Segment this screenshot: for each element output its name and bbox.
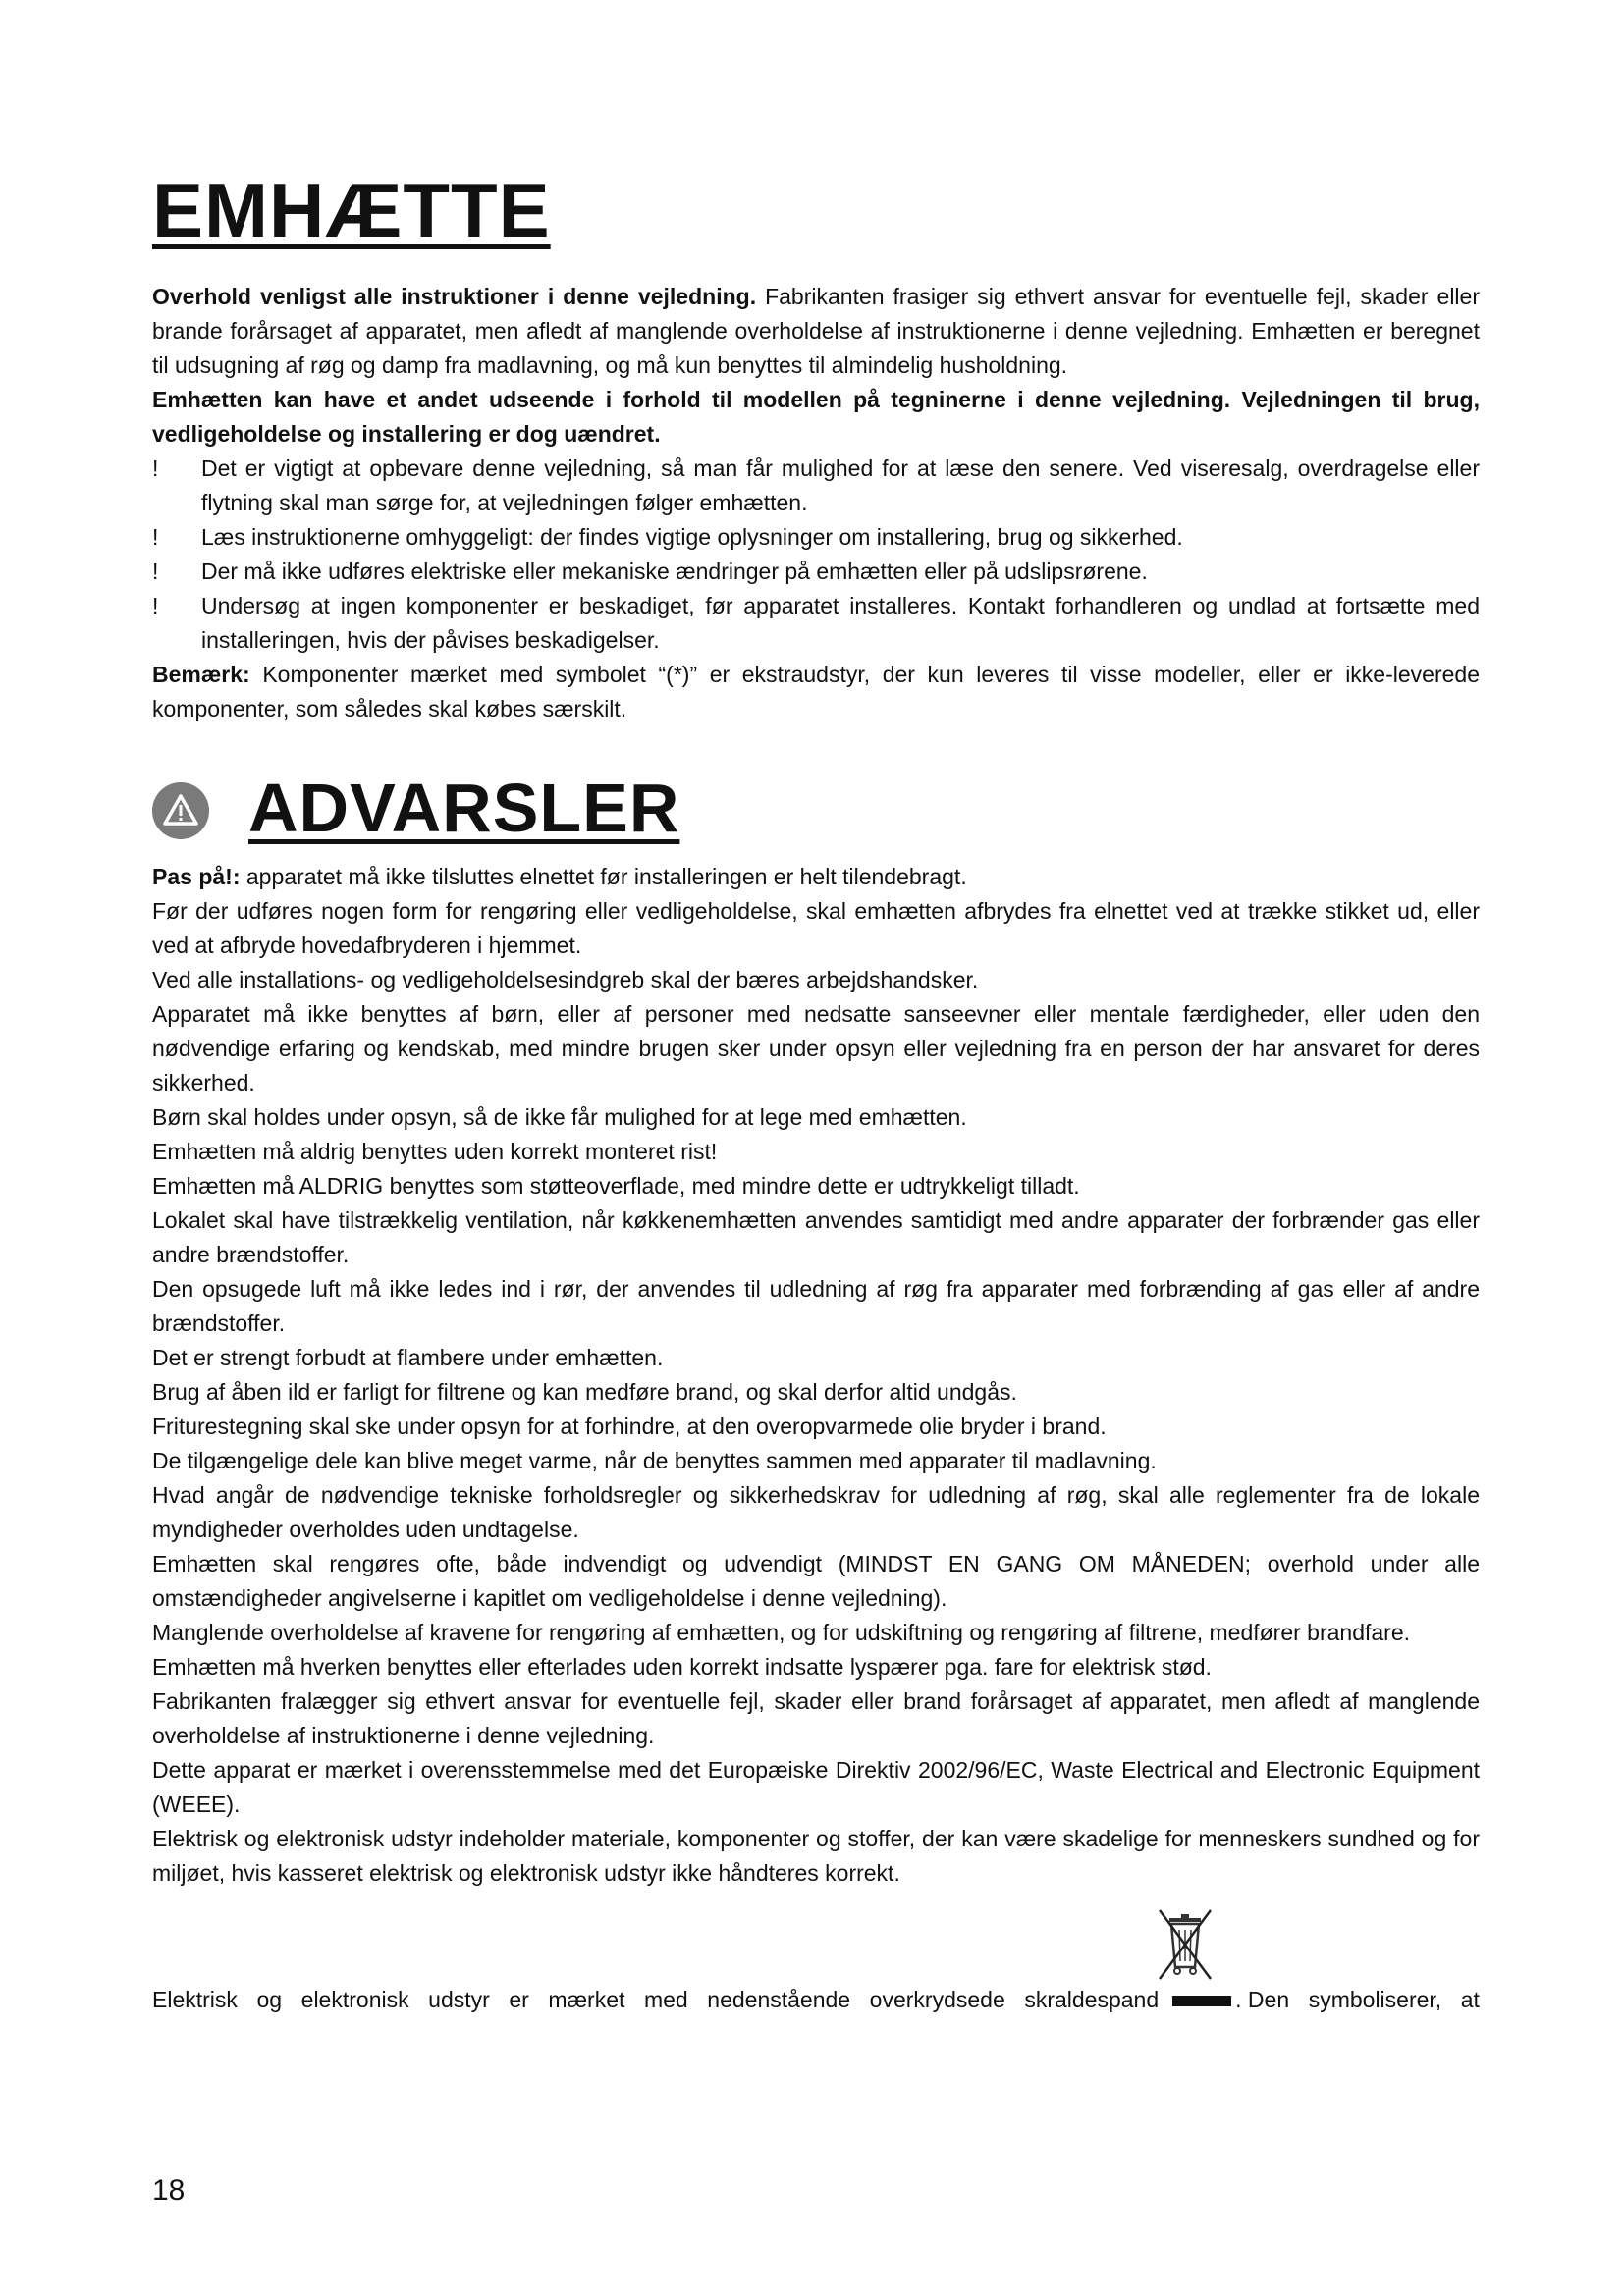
page-title: EMHÆTTE — [152, 167, 551, 253]
warning-paragraph: Emhætten må ALDRIG benyttes som støtteoverflade, med mindre dette er udtrykkeligt tilladt. — [152, 1173, 1080, 1199]
warning-paragraph: Brug af åben ild er farligt for filtrene og kan medføre brand, og skal derfor altid undgås. — [152, 1379, 1017, 1405]
warning-paragraph: Emhætten skal rengøres ofte, både indvendigt og udvendigt (MINDST EN GANG OM MÅNEDEN; overhold under alle omstændigheder angivelserne i kapitlet om vedligeholdelse i denne vejledning). — [152, 1551, 1480, 1611]
list-item-text: Der må ikke udføres elektriske eller mekaniske ændringer på emhætten eller på udslipsrørene. — [201, 559, 1148, 584]
list-item-text: Undersøg at ingen komponenter er beskadiget, før apparatet installeres. Kontakt forhandleren og undlad at fortsætte med installeringen, hvis der påvises beskadigelser. — [201, 593, 1480, 653]
warning-paragraph: Den opsugede luft må ikke ledes ind i rør, der anvendes til udledning af røg fra apparater med forbrænding af gas eller af andre brændstoffer. — [152, 1276, 1480, 1336]
intro-bold-lead: Overhold venligst alle instruktioner i denne vejledning. — [152, 284, 757, 309]
closing-line — [152, 1983, 1480, 2017]
note-label: Bemærk: — [152, 662, 250, 687]
word: og — [256, 1987, 283, 2012]
word: nedenstående — [707, 1987, 851, 2012]
warning-paragraph: Dette apparat er mærket i overensstemmelse med det Europæiske Direktiv 2002/96/EC, Waste Electrical and Electronic Equipment (WEEE). — [152, 1757, 1480, 1817]
word: med — [643, 1987, 688, 2012]
exclamation-marker: ! — [152, 593, 159, 618]
warning-paragraph: Lokalet skal have tilstrækkelig ventilation, når køkkenemhætten anvendes samtidigt med andre apparater der forbrænder gas eller andre brændstoffer. — [152, 1207, 1480, 1267]
word: mærket — [548, 1987, 625, 2012]
list-item-text: Det er vigtigt at opbevare denne vejledning, så man får mulighed for at læse den senere. Ved viseresalg, overdragelse eller flytning skal man sørge for, at vejledningen følger emhætten. — [201, 455, 1480, 515]
word: at — [1460, 1987, 1480, 2012]
intro-text: Fabrikanten frasiger sig ethvert ansvar for eventuelle fejl, skader eller brande forårsaget af apparatet, men afledt af manglende overholdelse af instruktionerne i denne vejledning. Emhætten er beregnet til udsugning af røg og damp fra madlavning, og må kun benyttes til almindelig husholdning. — [152, 284, 1480, 378]
list-item — [152, 452, 1480, 520]
word-with-bin-bar — [1024, 1983, 1289, 2017]
warning-paragraph: De tilgængelige dele kan blive meget varme, når de benyttes sammen med apparater til madlavning. — [152, 1448, 1157, 1473]
bin-underline-bar-icon — [1172, 1996, 1231, 2006]
warning-paragraph: Elektrisk og elektronisk udstyr indeholder materiale, komponenter og stoffer, der kan være skadelige for menneskers sundhed og for miljøet, hvis kasseret elektrisk og elektronisk udstyr ikke håndteres korrekt. — [152, 1826, 1480, 1886]
note-text: Komponenter mærket med symbolet “(*)” er ekstraudstyr, der kun leveres til visse modeller, eller er ikke-leverede komponenter, som således skal købes særskilt. — [152, 662, 1480, 721]
note-paragraph — [152, 658, 1480, 726]
list-item — [152, 589, 1480, 658]
word: skraldespand — [1024, 1987, 1160, 2012]
warning-paragraph: Friturestegning skal ske under opsyn for at forhindre, at den overopvarmede olie bryder i brand. — [152, 1414, 1107, 1439]
word: er — [509, 1987, 529, 2012]
list-item-text: Læs instruktionerne omhyggeligt: der findes vigtige oplysninger om installering, brug og sikkerhed. — [201, 524, 1183, 550]
word: Elektrisk — [152, 1987, 238, 2012]
word: udstyr — [428, 1987, 490, 2012]
page-number: 18 — [152, 2174, 186, 2207]
warning-paragraph: Det er strengt forbudt at flambere under emhætten. — [152, 1345, 664, 1370]
warning-paragraph: Børn skal holdes under opsyn, så de ikke får mulighed for at lege med emhætten. — [152, 1104, 967, 1130]
warning-paragraph: Emhætten må aldrig benyttes uden korrekt monteret rist! — [152, 1139, 718, 1164]
warning-paragraph: Manglende overholdelse af kravene for rengøring af emhætten, og for udskiftning og rengøring af filtrene, medfører brandfare. — [152, 1620, 1411, 1645]
caution-label: Pas på!: — [152, 864, 241, 889]
intro-paragraph-2: Emhætten kan have et andet udseende i forhold til modellen på tegninerne i denne vejledning. Vejledningen til brug, vedligeholdelse og installering er dog uændret. — [152, 387, 1480, 447]
crossed-out-wheelie-bin-icon — [1154, 1904, 1217, 1987]
warnings-heading — [152, 764, 679, 852]
warning-paragraph — [152, 860, 1480, 894]
warning-paragraph: Ved alle installations- og vedligeholdelsesindgreb skal der bæres arbejdshandsker. — [152, 967, 979, 992]
warnings-section — [152, 860, 1480, 1891]
word: symboliserer, — [1308, 1987, 1442, 2012]
warning-paragraph: Før der udføres nogen form for rengøring eller vedligeholdelse, skal emhætten afbrydes fra elnettet ved at trække stikket ud, eller ved at afbryde hovedafbryderen i hjemmet. — [152, 898, 1480, 958]
exclamation-marker: ! — [152, 455, 159, 481]
word: overkrydsede — [869, 1987, 1005, 2012]
caution-text: apparatet må ikke tilsluttes elnettet før installeringen er helt tilendebragt. — [240, 864, 967, 889]
warning-paragraph: Emhætten må hverken benyttes eller efterlades uden korrekt indsatte lyspærer pga. fare for elektrisk stød. — [152, 1654, 1212, 1680]
word: . Den — [1235, 1987, 1290, 2012]
warning-paragraph: Fabrikanten fralægger sig ethvert ansvar for eventuelle fejl, skader eller brand forårsaget af apparatet, men afledt af manglende overholdelse af instruktionerne i denne vejledning. — [152, 1688, 1480, 1748]
exclamation-marker: ! — [152, 559, 159, 584]
warning-paragraph: Apparatet må ikke benyttes af børn, eller af personer med nedsatte sanseevner eller mentale færdigheder, eller uden den nødvendige erfaring og kendskab, med mindre brugen sker under opsyn eller vejledning fra en person der har ansvaret for deres sikkerhed. — [152, 1001, 1480, 1095]
warning-triangle-icon — [152, 782, 209, 839]
instruction-list — [152, 452, 1480, 658]
intro-paragraph-1 — [152, 280, 1480, 383]
word: elektronisk — [300, 1987, 409, 2012]
list-item — [152, 555, 1480, 589]
warnings-title: ADVARSLER — [248, 770, 680, 846]
list-item — [152, 520, 1480, 555]
exclamation-marker: ! — [152, 524, 159, 550]
intro-section — [152, 280, 1480, 726]
warning-paragraph: Hvad angår de nødvendige tekniske forholdsregler og sikkerhedskrav for udledning af røg, skal alle reglementer fra de lokale myndigheder overholdes uden undtagelse. — [152, 1482, 1480, 1542]
